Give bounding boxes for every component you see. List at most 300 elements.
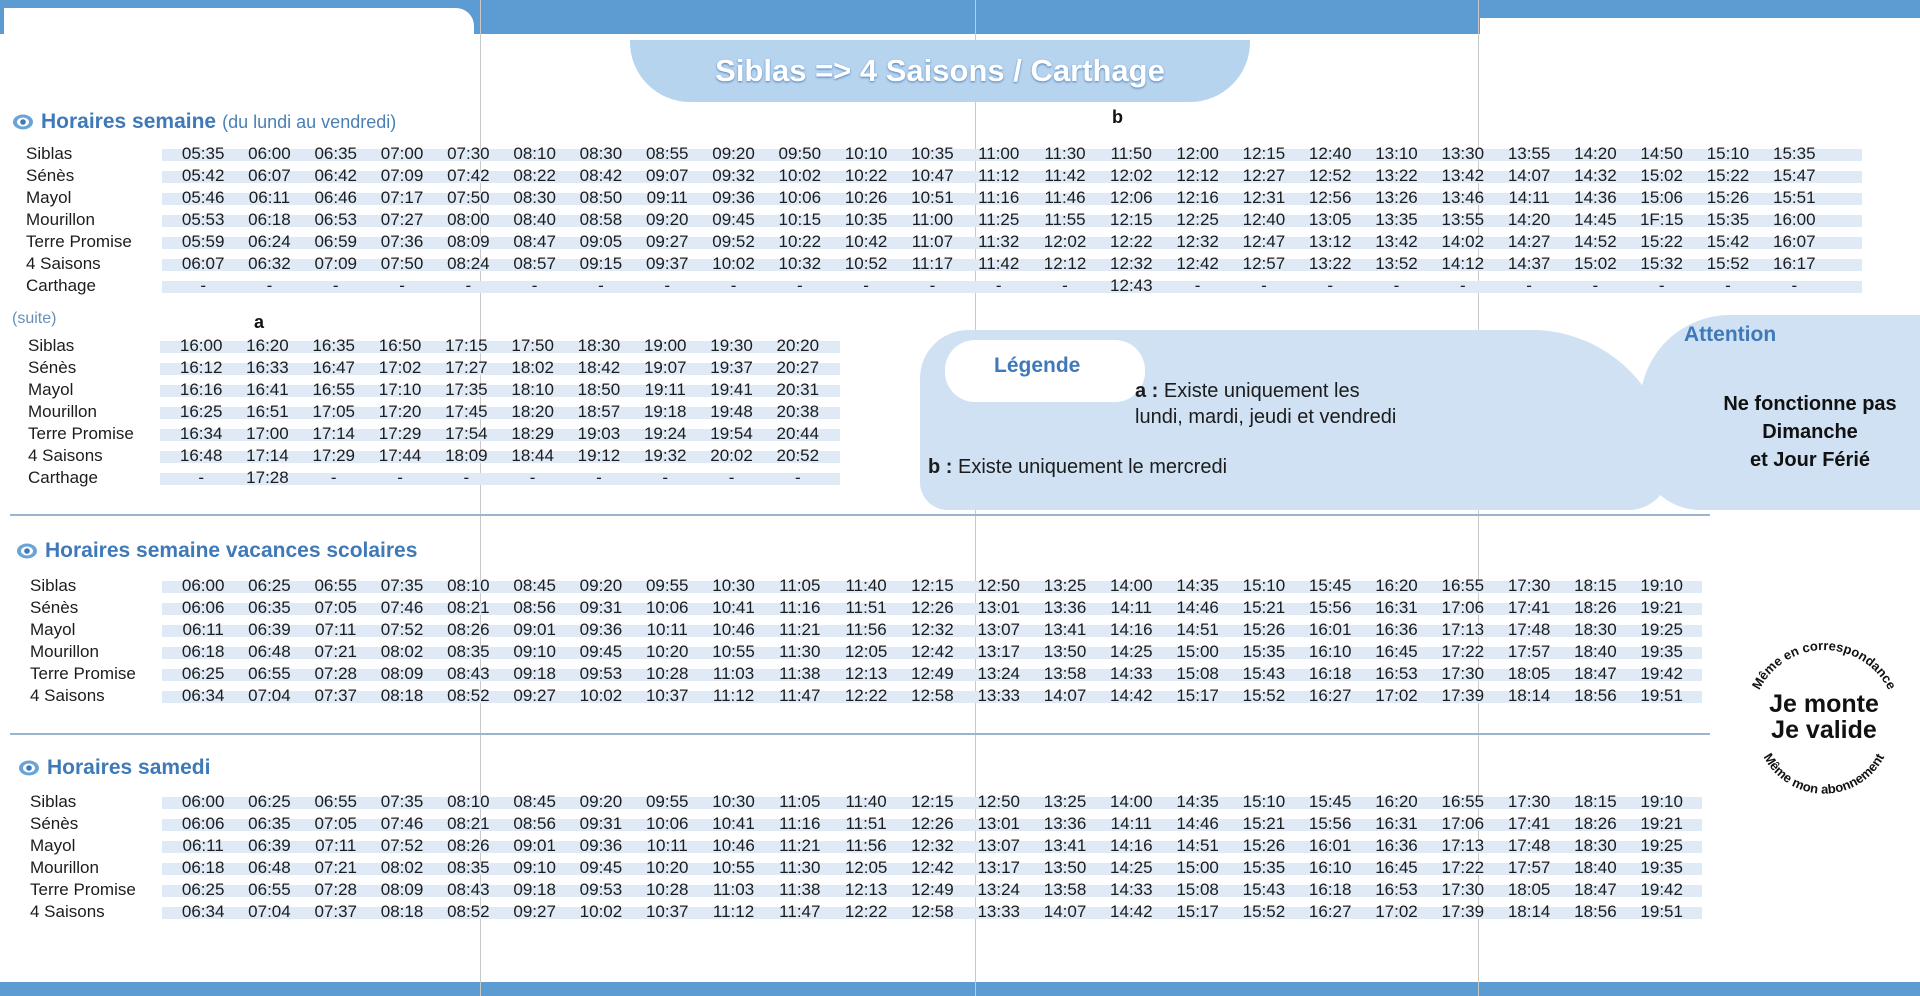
time-cell: 11:00 [911, 210, 954, 229]
validation-stamp [1734, 630, 1914, 810]
time-cell: 12:00 [1176, 144, 1219, 163]
time-cell: 09:01 [513, 620, 556, 639]
time-row [170, 576, 1695, 596]
time-cell: 19:07 [643, 358, 687, 377]
time-cell: 20:38 [776, 402, 820, 421]
time-cell: 13:36 [1043, 598, 1087, 617]
eye-icon [16, 542, 38, 560]
time-cell: 10:46 [712, 836, 755, 855]
time-cell: 13:33 [977, 686, 1020, 705]
time-cell: 06:35 [248, 598, 291, 617]
time-cell: 11:30 [779, 858, 821, 877]
time-cell: - [730, 276, 737, 295]
time-cell: 13:58 [1043, 880, 1087, 899]
time-cell: 10:30 [712, 576, 755, 595]
top-band [0, 0, 1920, 34]
time-cell: - [664, 276, 671, 295]
time-cell: 15:17 [1176, 902, 1219, 921]
time-cell: - [728, 468, 735, 487]
time-cell: 13:41 [1043, 836, 1087, 855]
time-cell: - [1194, 276, 1201, 295]
route-title: Siblas => 4 Saisons / Carthage [630, 40, 1250, 102]
time-cell: 14:20 [1574, 144, 1617, 163]
time-cell: 13:25 [1043, 576, 1087, 595]
time-cell: 17:22 [1441, 642, 1485, 661]
time-cell: 07:46 [380, 814, 424, 833]
time-row [170, 686, 1695, 706]
time-cell: 08:22 [513, 166, 556, 185]
time-cell: 17:13 [1441, 836, 1485, 855]
time-cell: 16:33 [246, 358, 289, 377]
time-cell: 18:42 [577, 358, 621, 377]
time-cell: 07:30 [447, 144, 490, 163]
time-cell: 13:42 [1375, 232, 1418, 251]
time-cell: - [330, 468, 337, 487]
time-cell: 13:25 [1043, 792, 1087, 811]
time-cell: 16:10 [1308, 858, 1352, 877]
time-row [170, 902, 1695, 922]
time-cell: 15:43 [1242, 880, 1286, 899]
attention-line1: Ne fonctionne pas [1723, 393, 1897, 415]
time-cell: 12:26 [911, 814, 954, 833]
time-cell: 16:51 [246, 402, 289, 421]
time-cell: 07:05 [314, 814, 358, 833]
time-cell: 08:02 [380, 858, 424, 877]
time-row [170, 232, 1827, 252]
time-row [170, 814, 1695, 834]
time-cell: 07:11 [315, 620, 357, 639]
time-cell: 10:02 [712, 254, 755, 273]
time-row [170, 836, 1695, 856]
stop-name: Mayol [28, 380, 74, 399]
time-cell: 08:55 [645, 144, 689, 163]
stop-name: Terre Promise [30, 664, 136, 683]
time-cell: 12:56 [1308, 188, 1352, 207]
time-cell: 18:05 [1507, 664, 1551, 683]
time-cell: 15:10 [1242, 576, 1286, 595]
time-cell: 12:49 [911, 664, 954, 683]
time-cell: 16:17 [1773, 254, 1816, 273]
saturday-heading: Horaires samedi [47, 756, 211, 779]
time-cell: 06:53 [314, 210, 358, 229]
time-cell: 12:58 [911, 902, 954, 921]
time-row [170, 210, 1827, 230]
stamp-line2: Je valide [1771, 716, 1877, 744]
time-cell: 06:18 [181, 858, 225, 877]
time-cell: 15:42 [1706, 232, 1750, 251]
time-cell: 09:36 [712, 188, 755, 207]
time-row [170, 598, 1695, 618]
time-cell: 11:17 [911, 254, 954, 273]
time-cell: 07:09 [314, 254, 358, 273]
legend-a-key: a : [1135, 380, 1159, 402]
time-cell: 17:00 [246, 424, 289, 443]
time-cell: 12:25 [1176, 210, 1219, 229]
time-cell: 07:35 [380, 576, 424, 595]
time-cell: 13:01 [977, 598, 1020, 617]
time-cell: 18:14 [1507, 686, 1551, 705]
time-cell: 11:21 [779, 836, 821, 855]
time-cell: 08:30 [513, 188, 556, 207]
time-cell: 19:00 [643, 336, 687, 355]
time-cell: 12:32 [911, 620, 954, 639]
time-cell: 09:32 [712, 166, 755, 185]
time-cell: 15:52 [1242, 902, 1286, 921]
time-cell: 18:02 [511, 358, 554, 377]
holiday-heading: Horaires semaine vacances scolaires [45, 539, 418, 562]
time-cell: 17:30 [1441, 880, 1485, 899]
time-cell: 14:00 [1110, 792, 1153, 811]
time-row [170, 642, 1695, 662]
time-cell: 17:22 [1441, 858, 1485, 877]
time-cell: 10:20 [645, 642, 689, 661]
time-cell: 06:55 [314, 792, 358, 811]
time-cell: 07:52 [380, 620, 424, 639]
time-cell: 19:25 [1640, 620, 1683, 639]
time-cell: 10:15 [778, 210, 822, 229]
time-cell: 11:30 [779, 642, 821, 661]
time-cell: 08:58 [579, 210, 623, 229]
time-cell: 07:37 [314, 902, 358, 921]
time-row [168, 358, 831, 378]
time-cell: 12:32 [1176, 232, 1219, 251]
time-cell: 11:05 [779, 792, 821, 811]
time-cell: 09:20 [579, 792, 623, 811]
time-cell: - [463, 468, 470, 487]
time-cell: 11:42 [978, 254, 1020, 273]
time-cell: 18:29 [511, 424, 554, 443]
time-cell: 10:06 [645, 814, 689, 833]
time-cell: 12:49 [911, 880, 954, 899]
stop-name: Siblas [26, 144, 73, 163]
time-cell: 12:32 [911, 836, 954, 855]
time-cell: 15:21 [1242, 814, 1286, 833]
time-cell: 18:30 [577, 336, 621, 355]
time-cell: 18:26 [1574, 814, 1617, 833]
time-cell: 07:21 [314, 858, 358, 877]
time-cell: 07:09 [380, 166, 424, 185]
time-cell: 08:45 [513, 576, 556, 595]
time-cell: 15:35 [1242, 858, 1286, 877]
time-cell: 09:45 [579, 858, 623, 877]
time-cell: 07:37 [314, 686, 358, 705]
time-cell: 14:20 [1507, 210, 1551, 229]
time-cell: 11:12 [712, 902, 755, 921]
time-cell: - [1062, 276, 1068, 295]
time-cell: 13:26 [1375, 188, 1418, 207]
time-cell: 10:35 [844, 210, 888, 229]
time-cell: 13:41 [1043, 620, 1087, 639]
time-cell: 17:57 [1507, 858, 1551, 877]
time-cell: 08:02 [380, 642, 424, 661]
time-cell: 10:28 [645, 664, 689, 683]
stop-name: Mayol [26, 188, 72, 207]
time-cell: 06:11 [248, 188, 291, 207]
time-cell: 19:24 [643, 424, 687, 443]
time-cell: 11:47 [779, 686, 821, 705]
stop-name: Carthage [26, 276, 96, 295]
time-cell: 09:18 [513, 664, 556, 683]
stop-name: Mourillon [26, 210, 95, 229]
time-cell: 20:20 [776, 336, 820, 355]
stop-name: Siblas [28, 336, 75, 355]
time-cell: 12:16 [1176, 188, 1219, 207]
time-cell: 11:40 [845, 576, 887, 595]
stop-name: Sénès [30, 814, 79, 833]
time-cell: - [1725, 276, 1731, 295]
time-cell: 07:17 [380, 188, 424, 207]
time-cell: - [1459, 276, 1466, 295]
time-cell: 08:57 [513, 254, 556, 273]
holiday-header [16, 539, 417, 563]
time-cell: 13:55 [1441, 210, 1485, 229]
time-cell: 17:13 [1441, 620, 1485, 639]
legend-b-text: Existe uniquement le mercredi [958, 456, 1228, 478]
time-cell: 17:02 [378, 358, 422, 377]
time-cell: 18:10 [511, 380, 554, 399]
eye-icon [12, 113, 34, 131]
time-cell: 17:30 [1441, 664, 1485, 683]
time-cell: 17:48 [1507, 620, 1551, 639]
time-cell: 10:52 [844, 254, 888, 273]
time-cell: 08:21 [447, 814, 490, 833]
time-cell: 07:28 [314, 664, 358, 683]
time-cell: 18:15 [1574, 576, 1617, 595]
time-cell: 13:17 [977, 642, 1020, 661]
time-cell: 09:27 [513, 902, 556, 921]
time-row [168, 468, 831, 488]
time-cell: 11:00 [978, 144, 1020, 163]
time-cell: 06:00 [248, 144, 291, 163]
time-cell: 18:20 [511, 402, 554, 421]
time-cell: 16:00 [179, 336, 223, 355]
time-cell: 10:41 [712, 814, 755, 833]
time-cell: 09:55 [645, 792, 689, 811]
time-cell: 13:24 [977, 880, 1020, 899]
weekday-header [12, 110, 396, 134]
time-row [170, 144, 1827, 164]
time-cell: 19:51 [1640, 902, 1683, 921]
time-cell: 13:10 [1375, 144, 1418, 163]
time-cell: 08:09 [380, 664, 424, 683]
eye-icon [18, 759, 40, 777]
time-row [170, 166, 1827, 186]
time-cell: 19:42 [1640, 664, 1683, 683]
time-cell: - [995, 276, 1002, 295]
time-cell: 06:18 [248, 210, 291, 229]
time-cell: 08:26 [447, 836, 490, 855]
time-cell: 10:55 [712, 642, 755, 661]
time-cell: 10:11 [646, 620, 688, 639]
time-cell: 17:48 [1507, 836, 1551, 855]
time-cell: 20:44 [776, 424, 820, 443]
time-cell: 17:41 [1507, 598, 1551, 617]
time-cell: 07:04 [248, 686, 291, 705]
time-cell: 13:50 [1043, 642, 1087, 661]
time-cell: 06:48 [248, 858, 291, 877]
time-cell: 09:31 [579, 814, 623, 833]
time-cell: 10:55 [712, 858, 755, 877]
time-cell: 12:12 [1043, 254, 1087, 273]
time-cell: - [598, 276, 604, 295]
time-cell: 14:52 [1574, 232, 1617, 251]
time-cell: 12:22 [844, 902, 888, 921]
time-cell: 14:51 [1176, 620, 1219, 639]
time-cell: 19:10 [1640, 792, 1683, 811]
time-cell: - [1261, 276, 1267, 295]
saturday-header [18, 756, 210, 780]
time-cell: 09:45 [579, 642, 623, 661]
time-cell: 12:15 [1110, 210, 1153, 229]
time-cell: 16:55 [1441, 792, 1485, 811]
time-cell: 06:25 [181, 664, 225, 683]
time-cell: 10:22 [844, 166, 888, 185]
time-cell: 12:26 [911, 598, 954, 617]
time-cell: 08:52 [447, 686, 490, 705]
time-cell: 17:05 [312, 402, 356, 421]
time-cell: - [332, 276, 339, 295]
time-cell: 06:42 [314, 166, 358, 185]
time-cell: 11:46 [1044, 188, 1086, 207]
time-cell: 08:21 [447, 598, 490, 617]
time-cell: - [1393, 276, 1400, 295]
time-cell: 13:12 [1308, 232, 1352, 251]
time-cell: 16:31 [1375, 598, 1418, 617]
time-cell: 08:10 [513, 144, 556, 163]
time-cell: 20:02 [710, 446, 753, 465]
time-cell: 13:07 [977, 620, 1020, 639]
time-cell: 06:55 [248, 880, 291, 899]
time-cell: 09:20 [579, 576, 623, 595]
time-cell: 09:11 [646, 188, 688, 207]
time-cell: 08:30 [579, 144, 623, 163]
time-cell: 17:02 [1375, 902, 1418, 921]
time-cell: 08:10 [447, 792, 490, 811]
time-cell: 12:15 [911, 576, 954, 595]
time-cell: 09:18 [513, 880, 556, 899]
time-cell: 13:05 [1308, 210, 1352, 229]
time-cell: 06:00 [181, 576, 225, 595]
time-cell: 16:01 [1308, 620, 1352, 639]
time-cell: 16:45 [1375, 642, 1418, 661]
time-cell: 10:06 [778, 188, 822, 207]
time-cell: 06:18 [181, 642, 225, 661]
stop-name: Terre Promise [28, 424, 134, 443]
stop-name: 4 Saisons [30, 686, 105, 705]
time-cell: 16:50 [378, 336, 422, 355]
time-cell: 15:21 [1242, 598, 1286, 617]
time-cell: 14:35 [1176, 792, 1219, 811]
time-row [168, 446, 831, 466]
time-cell: 09:50 [778, 144, 822, 163]
time-cell: 10:06 [645, 598, 689, 617]
time-cell: 08:50 [579, 188, 623, 207]
time-cell: 08:00 [447, 210, 490, 229]
time-cell: 13:35 [1375, 210, 1418, 229]
time-cell: 15:26 [1706, 188, 1750, 207]
time-cell: 09:07 [645, 166, 689, 185]
time-cell: 06:35 [248, 814, 291, 833]
bottom-band [0, 982, 1920, 996]
time-cell: 07:27 [380, 210, 424, 229]
time-cell: 19:21 [1640, 814, 1683, 833]
legend-a [1135, 378, 1396, 430]
time-cell: 07:04 [248, 902, 291, 921]
note-a-marker: a [254, 312, 265, 332]
time-cell: 16:31 [1375, 814, 1418, 833]
time-cell: 15:06 [1640, 188, 1683, 207]
time-cell: 15:43 [1242, 664, 1286, 683]
time-cell: 18:26 [1574, 598, 1617, 617]
time-cell: 14:25 [1110, 642, 1153, 661]
stop-name: Carthage [28, 468, 98, 487]
time-cell: 16:27 [1308, 902, 1352, 921]
time-cell: 12:40 [1242, 210, 1286, 229]
time-cell: 12:12 [1176, 166, 1219, 185]
time-cell: - [794, 468, 801, 487]
time-cell: - [1327, 276, 1334, 295]
time-cell: 17:06 [1441, 598, 1485, 617]
time-cell: 14:07 [1043, 902, 1087, 921]
time-cell: 15:02 [1640, 166, 1683, 185]
time-cell: 10:30 [712, 792, 755, 811]
time-cell: 15:08 [1176, 880, 1219, 899]
time-cell: 17:29 [312, 446, 356, 465]
time-cell: 13:46 [1441, 188, 1485, 207]
time-cell: 06:07 [181, 254, 225, 273]
time-cell: 11:25 [978, 210, 1020, 229]
time-cell: 16:12 [179, 358, 223, 377]
time-cell: 09:10 [513, 642, 556, 661]
time-cell: 13:22 [1375, 166, 1418, 185]
time-cell: 12:22 [844, 686, 888, 705]
time-cell: 06:25 [248, 576, 291, 595]
time-cell: 09:53 [579, 880, 623, 899]
time-cell: 13:50 [1043, 858, 1087, 877]
time-cell: 12:47 [1242, 232, 1286, 251]
time-cell: 12:50 [977, 576, 1020, 595]
stop-name: Sénès [30, 598, 79, 617]
time-cell: 10:26 [844, 188, 888, 207]
time-cell: 12:52 [1308, 166, 1352, 185]
time-cell: 09:10 [513, 858, 556, 877]
time-cell: 16:53 [1375, 664, 1418, 683]
time-row [170, 858, 1695, 878]
time-cell: 10:42 [844, 232, 888, 251]
time-cell: 16:01 [1308, 836, 1352, 855]
time-cell: 15:52 [1706, 254, 1750, 273]
time-cell: 20:31 [776, 380, 820, 399]
time-cell: 20:27 [776, 358, 820, 377]
time-cell: 10:37 [645, 686, 689, 705]
time-cell: 09:45 [712, 210, 755, 229]
time-cell: 16:18 [1308, 664, 1352, 683]
time-cell: 08:18 [380, 902, 424, 921]
time-cell: 17:44 [378, 446, 422, 465]
time-cell: 13:52 [1375, 254, 1418, 273]
time-cell: 15:26 [1242, 836, 1286, 855]
time-cell: 14:07 [1507, 166, 1551, 185]
time-row [170, 664, 1695, 684]
time-cell: 15:52 [1242, 686, 1286, 705]
time-cell: 05:46 [181, 188, 225, 207]
legend-b [928, 456, 1227, 479]
time-cell: 11:51 [845, 814, 887, 833]
time-cell: - [198, 468, 204, 487]
time-cell: 19:32 [643, 446, 687, 465]
time-cell: 13:24 [977, 664, 1020, 683]
time-cell: 06:25 [248, 792, 291, 811]
